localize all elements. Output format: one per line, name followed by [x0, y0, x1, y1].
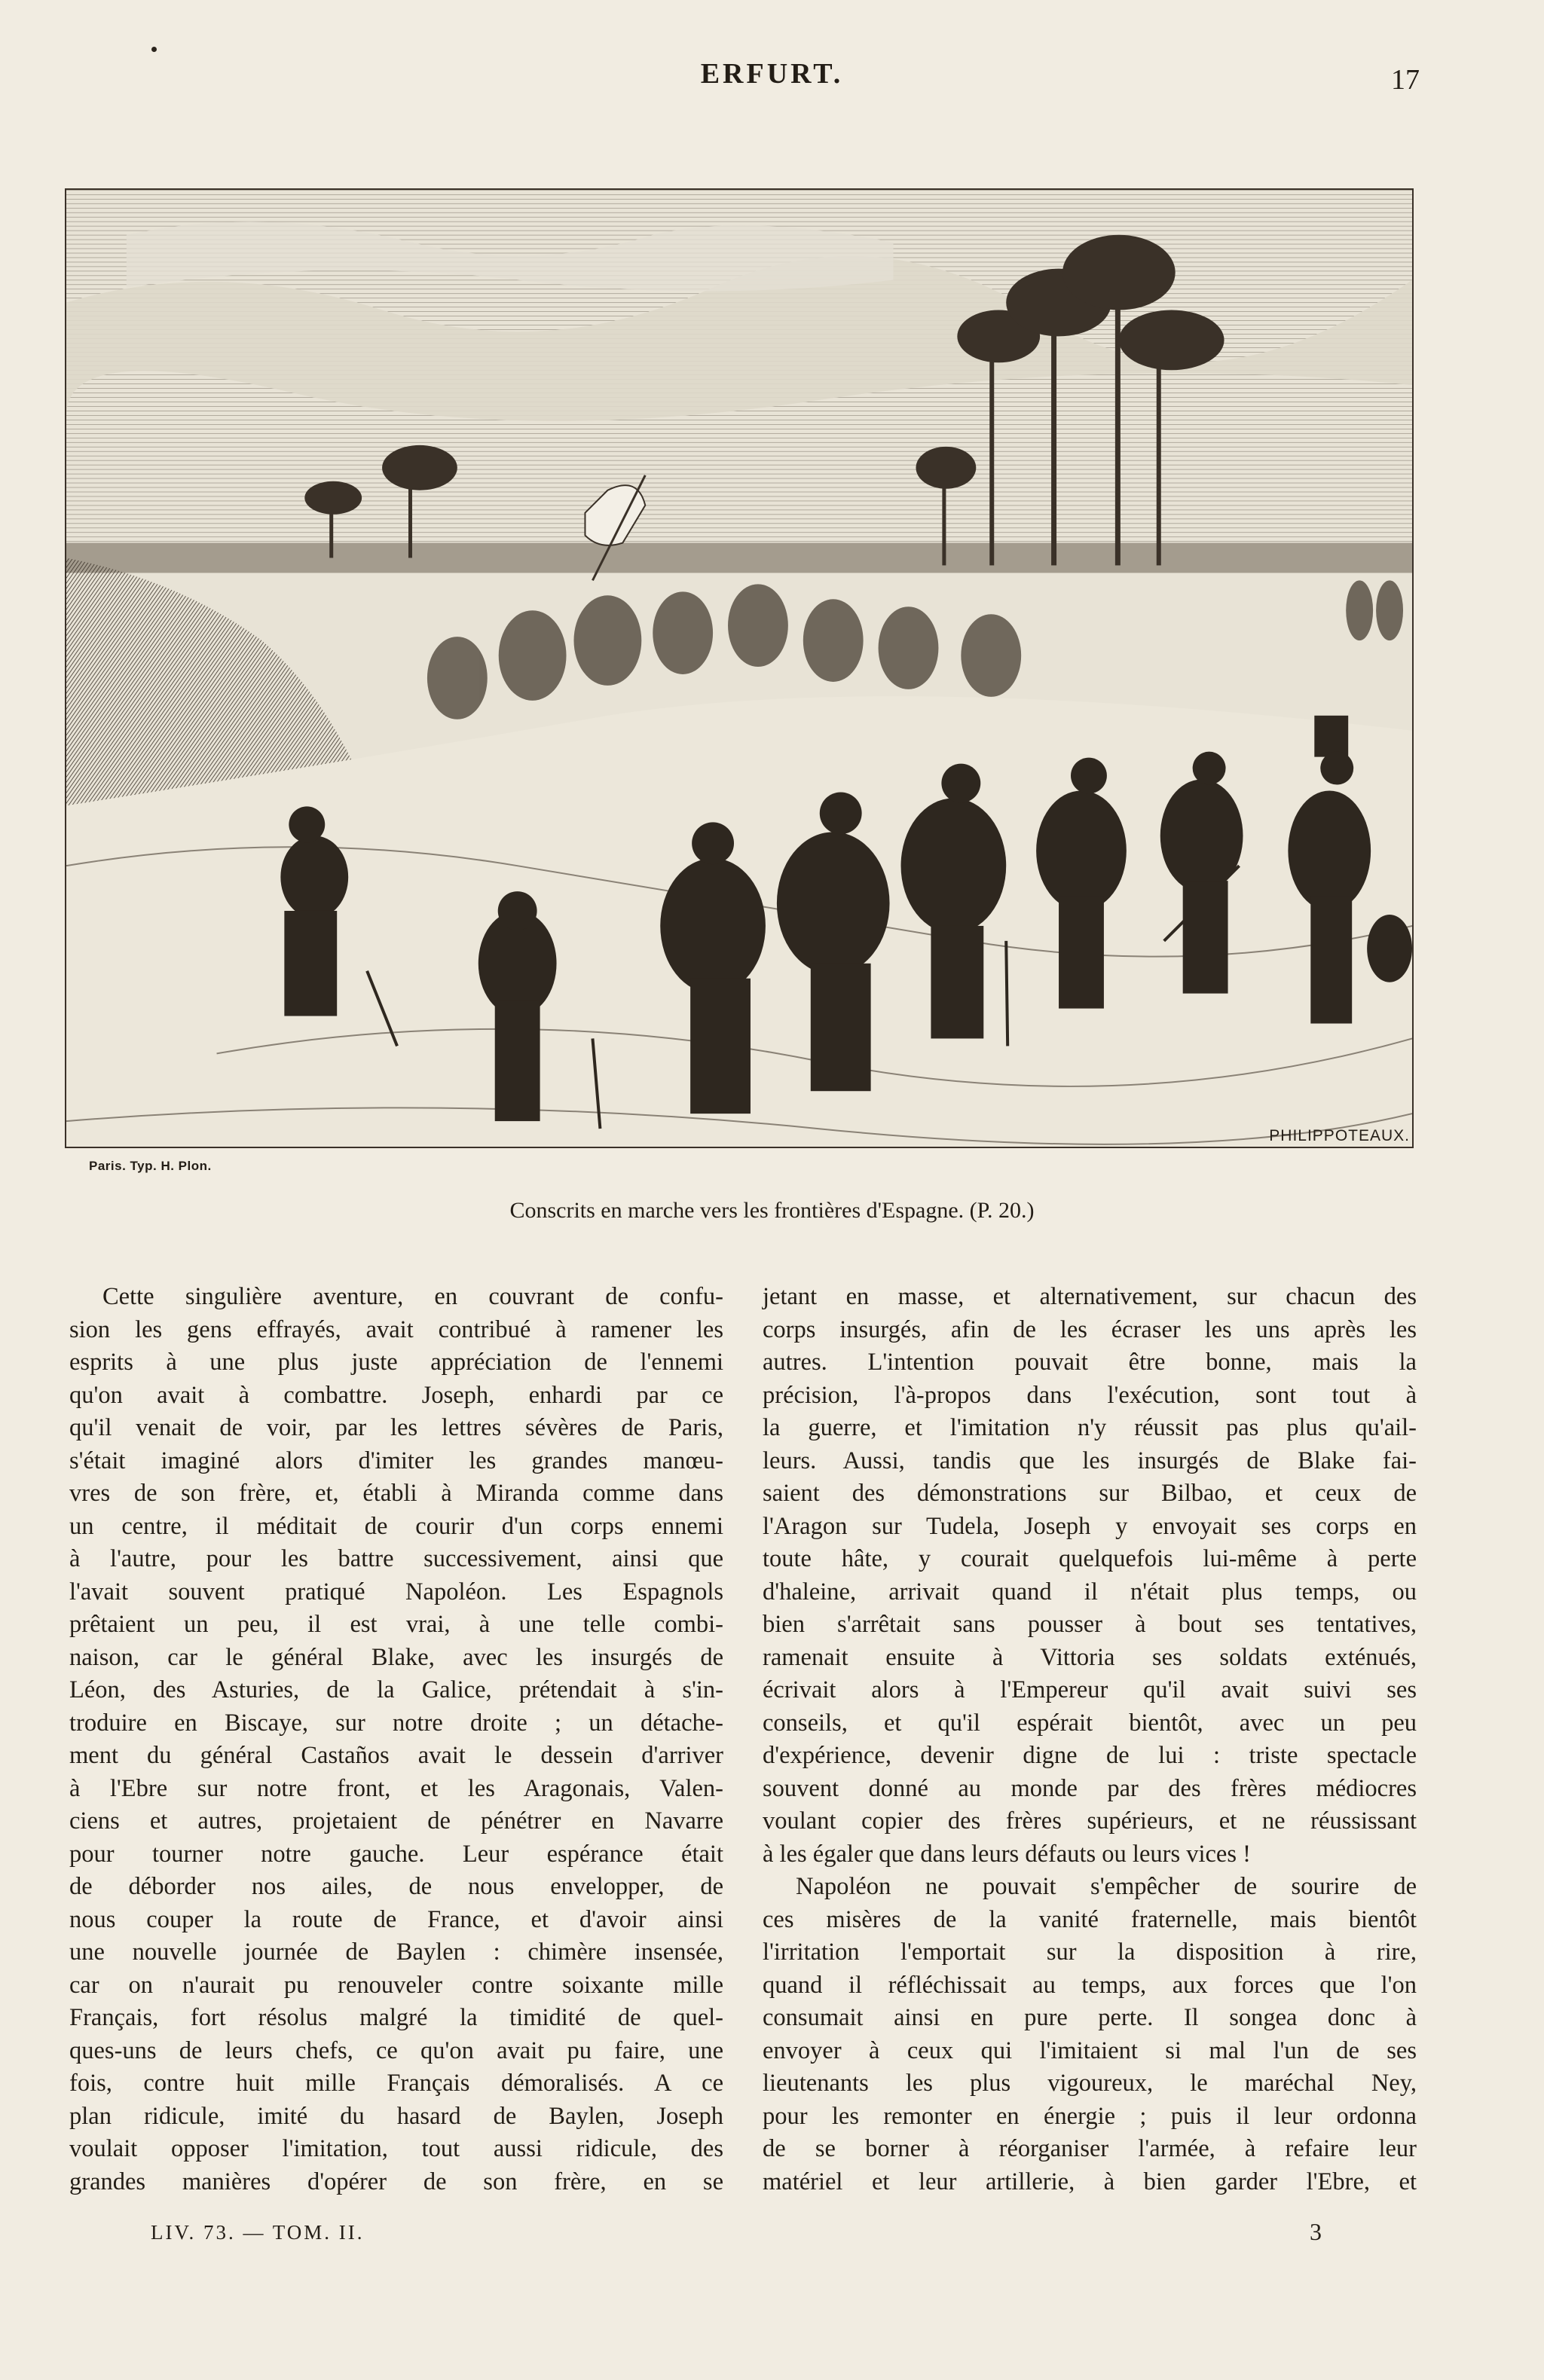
text-line: Cette singulière aventure, en couvrant de confu-: [102, 1283, 723, 1310]
text-line: ces misères de la vanité fraternelle, mais bientôt: [763, 1905, 1417, 1933]
text-line: saient des démonstrations sur Bilbao, et ceux de: [763, 1480, 1417, 1507]
text-line: s'était imaginé alors d'imiter les grandes manœu-: [69, 1447, 723, 1474]
text-line: Napoléon ne pouvait s'empêcher de sourire de: [796, 1873, 1417, 1900]
text-line: pour les remonter en énergie ; puis il leur ordonna: [763, 2102, 1417, 2130]
text-line: la guerre, et l'imitation n'y réussit pas plus qu'ail-: [763, 1414, 1417, 1441]
text-line: l'Aragon sur Tudela, Joseph y envoyait ses corps en: [763, 1512, 1417, 1540]
text-line: leurs. Aussi, tandis que les insurgés de Blake fai-: [763, 1447, 1417, 1474]
text-line: grandes manières d'opérer de son frère, en se: [69, 2168, 723, 2195]
engraving-illustration: [65, 188, 1414, 1148]
text-line: de se borner à réorganiser l'armée, à refaire leur: [763, 2135, 1417, 2162]
right-text-column: [763, 1281, 1417, 2198]
text-line: Français, fort résolus malgré la timidité de quel-: [69, 2004, 723, 2031]
text-line: d'haleine, arrivait quand il n'était plus temps, ou: [763, 1578, 1417, 1606]
text-line: consumait ainsi en pure perte. Il songea donc à: [763, 2004, 1417, 2031]
text-line: qu'on avait à combattre. Joseph, enhardi par ce: [69, 1381, 723, 1409]
text-line: ques-uns de leurs chefs, ce qu'on avait pu faire, une: [69, 2036, 723, 2064]
sheet-number: 3: [1310, 2218, 1322, 2245]
ink-dot: [151, 47, 157, 52]
text-line: à les égaler que dans leurs défauts ou leurs vices !: [763, 1840, 1251, 1868]
text-line: à l'Ebre sur notre front, et les Aragonais, Valen-: [69, 1774, 723, 1802]
text-line: écrivait alors à l'Empereur qu'il avait suivi ses: [763, 1676, 1417, 1703]
text-line: car on n'aurait pu renouveler contre soixante mille: [69, 1971, 723, 1999]
text-line: sion les gens effrayés, avait contribué à ramener les: [69, 1315, 723, 1343]
text-line: nous couper la route de France, et d'avoir ainsi: [69, 1905, 723, 1933]
text-line: bien s'arrêtait sans pousser à bout ses tentatives,: [763, 1611, 1417, 1638]
text-line: plan ridicule, imité du hasard de Baylen, Joseph: [69, 2102, 723, 2130]
signature-mark: LIV. 73. — TOM. II.: [151, 2221, 365, 2244]
text-line: ramenait ensuite à Vittoria ses soldats exténués,: [763, 1643, 1417, 1671]
text-line: naison, car le général Blake, avec les insurgés de: [69, 1643, 723, 1671]
text-line: esprits à une plus juste appréciation de l'ennemi: [69, 1349, 723, 1376]
engraving-drawing: [66, 190, 1412, 1147]
text-line: corps insurgés, afin de les écraser les uns après les: [763, 1315, 1417, 1343]
page-number: 17: [1391, 64, 1420, 96]
figure-caption: Conscrits en marche vers les frontières d'Espagne. (P. 20.): [509, 1198, 1035, 1223]
text-line: l'avait souvent pratiqué Napoléon. Les Espagnols: [69, 1578, 723, 1606]
text-line: l'irritation l'emportait sur la disposition à rire,: [763, 1939, 1417, 1966]
text-line: lieutenants les plus vigoureux, le maréchal Ney,: [763, 2070, 1417, 2097]
text-line: souvent donné au monde par des frères médiocres: [763, 1774, 1417, 1802]
text-line: de déborder nos ailes, de nous envelopper, de: [69, 1873, 723, 1900]
text-line: troduire en Biscaye, sur notre droite ; un détache-: [69, 1709, 723, 1737]
text-line: Léon, des Asturies, de la Galice, prétendait à s'in-: [69, 1676, 723, 1703]
text-line: précision, l'à-propos dans l'exécution, sont tout à: [763, 1381, 1417, 1409]
text-line: voulant copier des frères supérieurs, et ne réussissant: [763, 1807, 1417, 1835]
text-line: qu'il venait de voir, par les lettres sévères de Paris,: [69, 1414, 723, 1441]
text-line: ment du général Castaños avait le dessein d'arriver: [69, 1742, 723, 1769]
text-line: envoyer à ceux qui l'imitaient si mal l'un de ses: [763, 2036, 1417, 2064]
text-line: vres de son frère, et, établi à Miranda comme dans: [69, 1480, 723, 1507]
text-line: pour tourner notre gauche. Leur espérance était: [69, 1840, 723, 1868]
text-line: une nouvelle journée de Baylen : chimère insensée,: [69, 1939, 723, 1966]
text-line: conseils, et qu'il espérait bientôt, avec un peu: [763, 1709, 1417, 1737]
horizon: [66, 543, 1412, 573]
running-head-title: ERFURT.: [700, 58, 844, 90]
text-line: jetant en masse, et alternativement, sur chacun des: [763, 1283, 1417, 1310]
text-line: un centre, il méditait de courir d'un corps ennemi: [69, 1512, 723, 1540]
text-line: à l'autre, pour les battre successivement, ainsi que: [69, 1545, 723, 1572]
text-line: quand il réfléchissait au temps, aux forces que l'on: [763, 1971, 1417, 1999]
text-line: toute hâte, y courait quelquefois lui-même à perte: [763, 1545, 1417, 1572]
text-line: matériel et leur artillerie, à bien garder l'Ebre, et: [763, 2168, 1417, 2195]
text-line: prêtaient un peu, il est vrai, à une telle combi-: [69, 1611, 723, 1638]
text-line: ciens et autres, projetaient de pénétrer en Navarre: [69, 1807, 723, 1835]
left-text-column: [69, 1281, 723, 2198]
printer-credit: Paris. Typ. H. Plon.: [89, 1159, 212, 1173]
artist-signature: PHILIPPOTEAUX.: [1269, 1127, 1410, 1144]
text-line: voulait opposer l'imitation, tout aussi ridicule, des: [69, 2135, 723, 2162]
text-line: autres. L'intention pouvait être bonne, mais la: [763, 1349, 1417, 1376]
text-line: fois, contre huit mille Français démoralisés. A ce: [69, 2070, 723, 2097]
text-line: d'expérience, devenir digne de lui : triste spectacle: [763, 1742, 1417, 1769]
